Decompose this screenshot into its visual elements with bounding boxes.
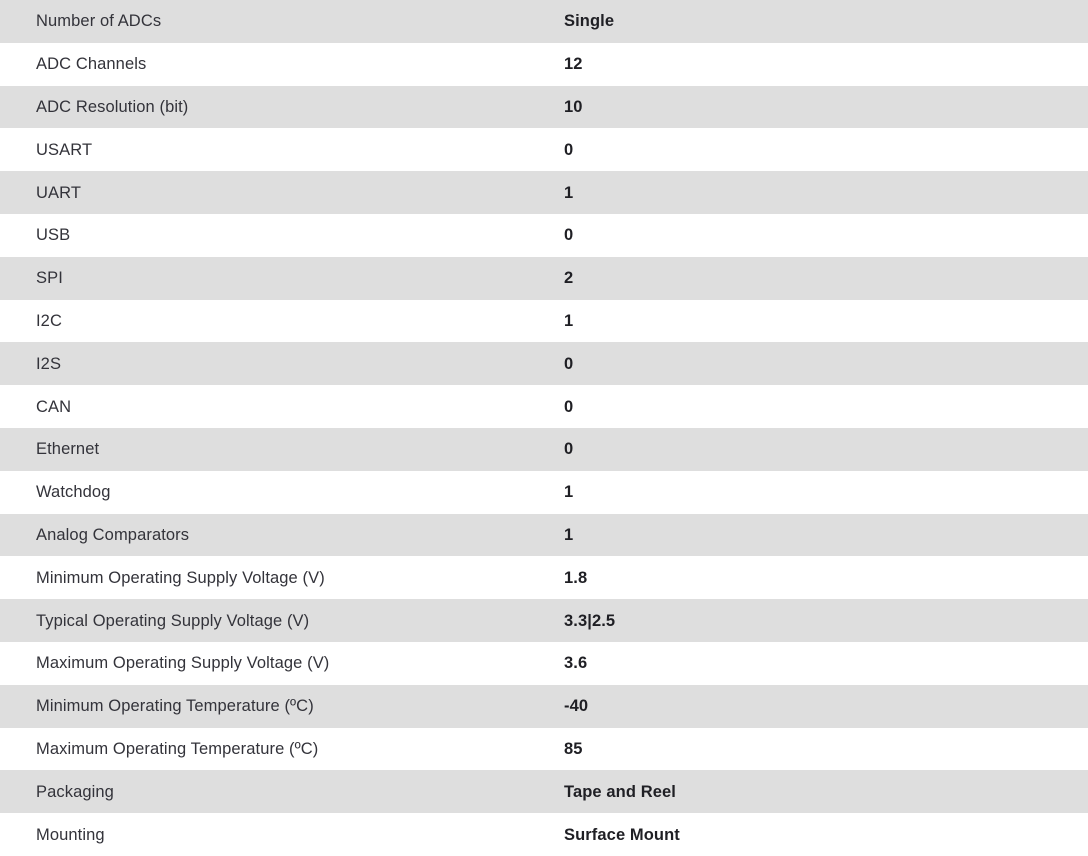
spec-value: 10: [564, 97, 583, 116]
spec-value: 1: [564, 183, 574, 202]
spec-label: CAN: [36, 397, 72, 416]
spec-label: Number of ADCs: [36, 12, 162, 31]
table-row: [0, 128, 1088, 171]
table-row: [0, 428, 1088, 471]
table-row: [0, 813, 1088, 856]
spec-value: 0: [564, 440, 574, 459]
spec-label: I2S: [36, 354, 62, 373]
spec-value: 0: [564, 140, 574, 159]
spec-value: 3.6: [564, 654, 588, 673]
table-row: [0, 728, 1088, 771]
spec-label: Maximum Operating Supply Voltage (V): [36, 654, 330, 673]
spec-value: 0: [564, 354, 574, 373]
spec-label: Packaging: [36, 782, 114, 801]
table-row: [0, 300, 1088, 343]
table-row: [0, 171, 1088, 214]
spec-value: 85: [564, 739, 583, 758]
table-row: [0, 556, 1088, 599]
spec-value: 1: [564, 483, 574, 502]
spec-label: ADC Channels: [36, 55, 147, 74]
spec-label: Minimum Operating Temperature (ºC): [36, 697, 314, 716]
spec-label: Maximum Operating Temperature (ºC): [36, 739, 319, 758]
table-row: [0, 43, 1088, 86]
spec-label: Mounting: [36, 825, 105, 844]
spec-value: 1: [564, 525, 574, 544]
spec-label: SPI: [36, 269, 63, 288]
spec-value: -40: [564, 697, 589, 716]
table-row: [0, 257, 1088, 300]
spec-value: Surface Mount: [564, 825, 680, 844]
spec-value: 12: [564, 55, 583, 74]
table-row: [0, 86, 1088, 129]
spec-value: 3.3|2.5: [564, 611, 616, 630]
spec-label: Typical Operating Supply Voltage (V): [36, 611, 310, 630]
table-row: [0, 642, 1088, 685]
table-row: [0, 385, 1088, 428]
spec-label: Minimum Operating Supply Voltage (V): [36, 568, 325, 587]
spec-value: 1.8: [564, 568, 588, 587]
spec-label: Watchdog: [36, 483, 111, 502]
table-row: [0, 214, 1088, 257]
spec-label: Analog Comparators: [36, 525, 190, 544]
table-row: [0, 0, 1088, 43]
spec-value: Single: [564, 12, 615, 31]
spec-value: 0: [564, 226, 574, 245]
table-row: [0, 685, 1088, 728]
spec-value: Tape and Reel: [564, 782, 676, 801]
spec-label: ADC Resolution (bit): [36, 97, 189, 116]
spec-label: UART: [36, 183, 82, 202]
spec-label: Ethernet: [36, 440, 100, 459]
table-row: [0, 770, 1088, 813]
table-row: [0, 599, 1088, 642]
table-row: [0, 514, 1088, 557]
spec-value: 0: [564, 397, 574, 416]
spec-value: 2: [564, 269, 574, 288]
table-row: [0, 342, 1088, 385]
table-row: [0, 471, 1088, 514]
spec-label: USB: [36, 226, 71, 245]
spec-value: 1: [564, 311, 574, 330]
spec-label: I2C: [36, 311, 62, 330]
spec-label: USART: [36, 140, 93, 159]
